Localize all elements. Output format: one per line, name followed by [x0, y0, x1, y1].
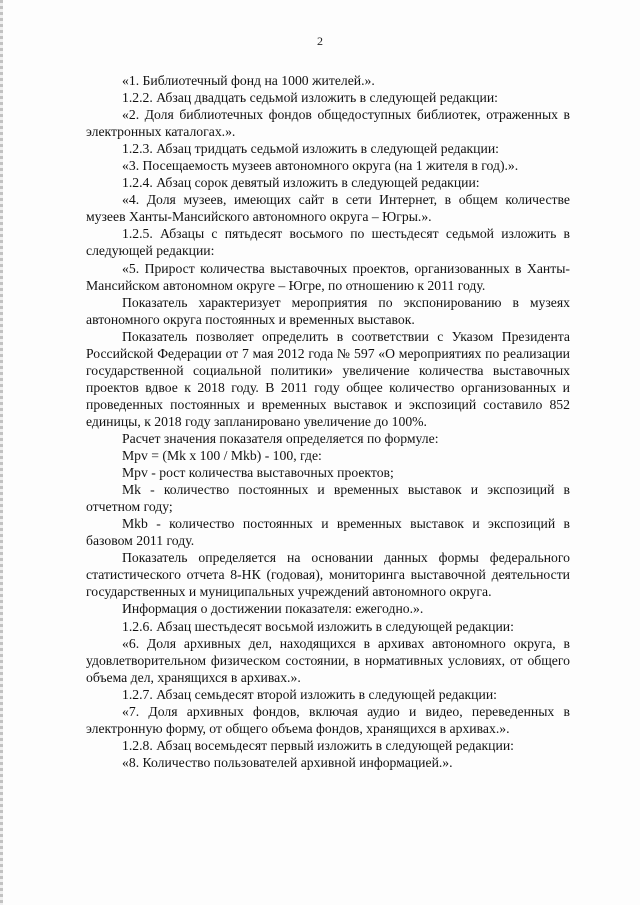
paragraph: «3. Посещаемость музеев автономного округа (на 1 жителя в год).».: [122, 158, 519, 174]
scan-edge: [0, 0, 3, 905]
paragraph: «2. Доля библиотечных фондов общедоступных библиотек, отраженных в электронных каталогах.».: [86, 107, 570, 140]
paragraph: Показатель характеризует мероприятия по экспонированию в музеях автономного округа постоянных и временных выставок.: [86, 294, 570, 327]
paragraph: 1.2.7. Абзац семьдесят второй изложить в следующей редакции:: [122, 686, 497, 702]
paragraph: 1.2.6. Абзац шестьдесят восьмой изложить в следующей редакции:: [122, 618, 514, 634]
document-body: [86, 72, 570, 771]
paragraph: Расчет значения показателя определяется по формуле:: [122, 430, 439, 446]
paragraph: «1. Библиотечный фонд на 1000 жителей.».: [122, 73, 375, 88]
paragraph: «5. Прирост количества выставочных проектов, организованных в Ханты-Мансийском автономном округе – Югре, по отношению к 2011 году.: [86, 260, 570, 293]
page-number: 2: [317, 34, 323, 48]
paragraph: 1.2.5. Абзацы с пятьдесят восьмого по шестьдесят седьмой изложить в следующей редакции:: [86, 226, 570, 259]
paragraph: Показатель определяется на основании данных формы федерального статистического отчета 8-НК (годовая), мониторинга выставочной деятельности государственных и муниципальных учреждений автономного округа.: [86, 550, 570, 600]
paragraph: Информация о достижении показателя: ежегодно.».: [122, 601, 424, 617]
paragraph: Mkb - количество постоянных и временных выставок и экспозиций в базовом 2011 году.: [86, 516, 570, 549]
paragraph: 1.2.2. Абзац двадцать седьмой изложить в следующей редакции:: [122, 90, 498, 106]
paragraph: Mpv - рост количества выставочных проектов;: [122, 465, 394, 481]
paragraph: Показатель позволяет определить в соответствии с Указом Президента Российской Федерации от 7 мая 2012 года № 597 «О мероприятиях по реализации государственной социальной политики» увеличение количества выставочных проектов вдвое к 2018 году. В 2011 году общее количество организованных и проведенных постоянных и временных выставок и экспозиций составило 852 единицы, к 2018 году запланировано увеличение до 100%.: [86, 328, 570, 429]
paragraph: Mpv = (Mk x 100 / Mkb) - 100, где:: [122, 448, 322, 464]
paragraph: Mk - количество постоянных и временных выставок и экспозиций в отчетном году;: [86, 482, 570, 515]
paragraph: «8. Количество пользователей архивной информацией.».: [122, 754, 453, 770]
paragraph: «6. Доля архивных дел, находящихся в архивах автономного округа, в удовлетворительном физическом состоянии, в нормативных условиях, от общего объема дел, хранящихся в архивах.».: [86, 635, 570, 685]
paragraph: «4. Доля музеев, имеющих сайт в сети Интернет, в общем количестве музеев Ханты-Мансийского автономного округа – Югры.».: [86, 192, 570, 225]
paragraph: «7. Доля архивных фондов, включая аудио и видео, переведенных в электронную форму, от общего объема фондов, хранящихся в архивах.».: [86, 703, 570, 736]
paragraph: 1.2.4. Абзац сорок девятый изложить в следующей редакции:: [122, 175, 480, 191]
paragraph: 1.2.3. Абзац тридцать седьмой изложить в следующей редакции:: [122, 141, 499, 157]
paragraph: 1.2.8. Абзац восемьдесят первый изложить в следующей редакции:: [122, 737, 514, 753]
